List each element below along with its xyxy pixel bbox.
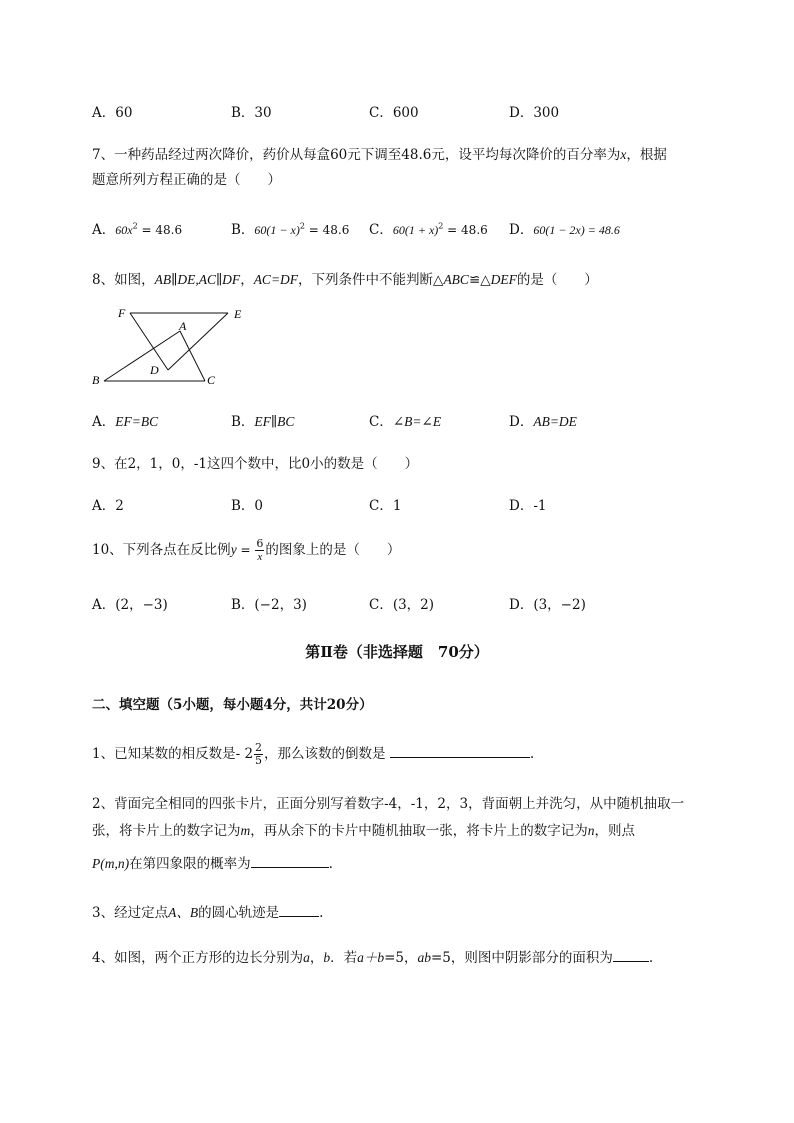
q9-option-c: C．1 bbox=[369, 498, 402, 514]
q9-stem: 9、在2，1，0，-1这四个数中，比0小的数是（ ） bbox=[92, 456, 419, 472]
q10-option-c: C．(3，2) bbox=[369, 597, 435, 613]
segment-BA bbox=[104, 331, 180, 381]
q7-stem-line1: 7、一种药品经过两次降价，药价从每盒60元下调至48.6元，设平均每次降价的百分率为x，根据 bbox=[92, 147, 667, 163]
q7-option-c: C．$60(1 + x)^2 = 48.6$ bbox=[369, 221, 488, 238]
q6-option-a: A．60 bbox=[92, 105, 133, 121]
q8-option-d: D．AB=DE bbox=[509, 414, 577, 430]
fill-q4: 4、如图，两个正方形的边长分别为a，b．若a＋b=5，ab=5，则图中阴影部分的面积为 . bbox=[92, 950, 654, 966]
q7-option-d: D．60(1 − 2x) = 48.6 bbox=[509, 222, 620, 238]
q10-stem: 10、下列各点在反比例y = $\frac{6}{x}$ 的图象上的是（ ） bbox=[92, 537, 401, 563]
q9-option-b: B．0 bbox=[231, 498, 264, 514]
q9-option-d: D．-1 bbox=[509, 498, 547, 514]
q6-option-d: D．300 bbox=[509, 105, 560, 121]
q8-figure bbox=[88, 300, 268, 395]
q9-option-a: A．2 bbox=[92, 498, 124, 514]
fill-q2-line3: P(m,n)在第四象限的概率为 . bbox=[92, 856, 333, 872]
q10-option-d: D．(3，−2) bbox=[509, 597, 586, 613]
segment-FD bbox=[130, 313, 168, 370]
q6-option-b: B．30 bbox=[231, 105, 272, 121]
q8-option-b: B．EF∥BC bbox=[231, 414, 295, 430]
label-A: A bbox=[179, 319, 187, 333]
q8-stem: 8、如图，AB∥DE,AC∥DF，AC=DF，下列条件中不能判断△ABC≌△DEF的是（ ） bbox=[92, 272, 598, 288]
fill-q2-line2: 张，将卡片上的数字记为m，再从余下的卡片中随机抽取一张，将卡片上的数字记为n，则点 bbox=[92, 823, 635, 839]
answer-blank-3[interactable] bbox=[279, 904, 319, 917]
answer-blank-2[interactable] bbox=[251, 855, 329, 868]
fill-q2-line1: 2、背面完全相同的四张卡片，正面分别写着数字-4，-1，2，3，背面朝上并洗匀，从中随机抽取一 bbox=[92, 796, 685, 812]
q8-option-a: A．EF=BC bbox=[92, 414, 159, 430]
answer-blank-1[interactable] bbox=[390, 745, 530, 758]
q10-option-b: B．(−2，3) bbox=[231, 597, 307, 613]
q7-stem-line2: 题意所列方程正确的是（ ） bbox=[92, 172, 281, 188]
section-title: 第Ⅱ卷（非选择题 70分） bbox=[305, 643, 489, 661]
label-B: B bbox=[92, 373, 100, 387]
label-D: D bbox=[150, 363, 159, 377]
part2-heading: 二、填空题（5小题，每小题4分，共计20分） bbox=[92, 697, 373, 713]
q7-option-b: B．$60(1 - x)^2 = 48.6$ bbox=[231, 221, 350, 238]
segment-ED bbox=[168, 313, 228, 370]
f1-fraction: $\frac{2}{5}$ bbox=[255, 741, 263, 767]
q8-option-c: C．∠B=∠E bbox=[369, 414, 442, 430]
q7-option-a: A．$60x^2 = 48.6$ bbox=[92, 221, 183, 238]
fill-q1: 1、已知某数的相反数是- 2 $\frac{2}{5}$ ，那么该数的倒数是 . bbox=[92, 741, 535, 767]
q10-fraction: $\frac{6}{x}$ bbox=[256, 537, 264, 563]
q10-option-a: A．(2，−3) bbox=[92, 597, 168, 613]
label-C: C bbox=[207, 373, 216, 387]
fill-q3: 3、经过定点A、B的圆心轨迹是 . bbox=[92, 905, 324, 921]
label-F: F bbox=[118, 306, 126, 320]
q6-option-c: C．600 bbox=[369, 105, 419, 121]
answer-blank-4[interactable] bbox=[613, 949, 649, 962]
label-E: E bbox=[234, 307, 242, 321]
